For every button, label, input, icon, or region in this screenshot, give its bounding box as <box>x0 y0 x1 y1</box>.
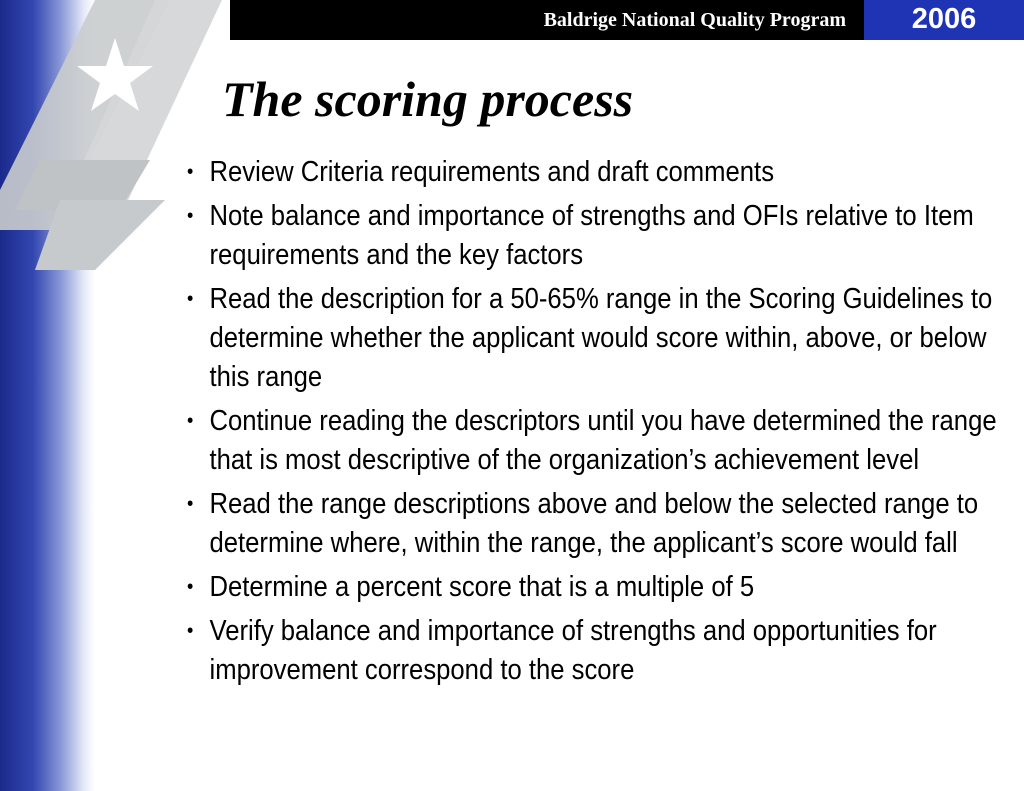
bullet-text: Review Criteria requirements and draft comments <box>209 156 775 188</box>
header-bar <box>230 0 864 40</box>
bullet-text: Read the description for a 50-65% range in the Scoring Guidelines to determine whether the applicant would score within, above, or below this range <box>209 283 993 393</box>
bullet-text: Read the range descriptions above and below the selected range to determine where, within the range, the applicant’s score would fall <box>209 488 979 559</box>
year-label: 2006 <box>911 3 977 35</box>
bullet-item <box>187 197 1017 275</box>
program-name: Baldrige National Quality Program <box>543 9 846 31</box>
bullet-icon: • <box>187 410 194 432</box>
bullet-item <box>187 612 1017 690</box>
slide-title: The scoring process <box>222 71 634 127</box>
bullet-icon: • <box>187 493 194 515</box>
bullet-item <box>187 280 1017 397</box>
bullet-item <box>187 402 1017 480</box>
bullet-icon: • <box>187 576 194 598</box>
bullet-item <box>187 153 1017 192</box>
bullet-text: Determine a percent score that is a multiple of 5 <box>209 571 755 603</box>
bullet-icon: • <box>187 161 194 183</box>
bullet-text: Continue reading the descriptors until you have determined the range that is most descriptive of the organization’s achievement level <box>209 405 997 476</box>
bullet-text: Verify balance and importance of strengths and opportunities for improvement correspond to the score <box>209 615 937 686</box>
bullet-icon: • <box>187 205 194 227</box>
bullet-icon: • <box>187 288 194 310</box>
year-badge <box>864 0 1024 40</box>
bullet-item <box>187 568 1017 607</box>
bullet-icon: • <box>187 620 194 642</box>
bullet-text: Note balance and importance of strengths and OFIs relative to Item requirements and the key factors <box>209 200 974 271</box>
bullet-item <box>187 485 1017 563</box>
bullet-list <box>187 153 1017 695</box>
